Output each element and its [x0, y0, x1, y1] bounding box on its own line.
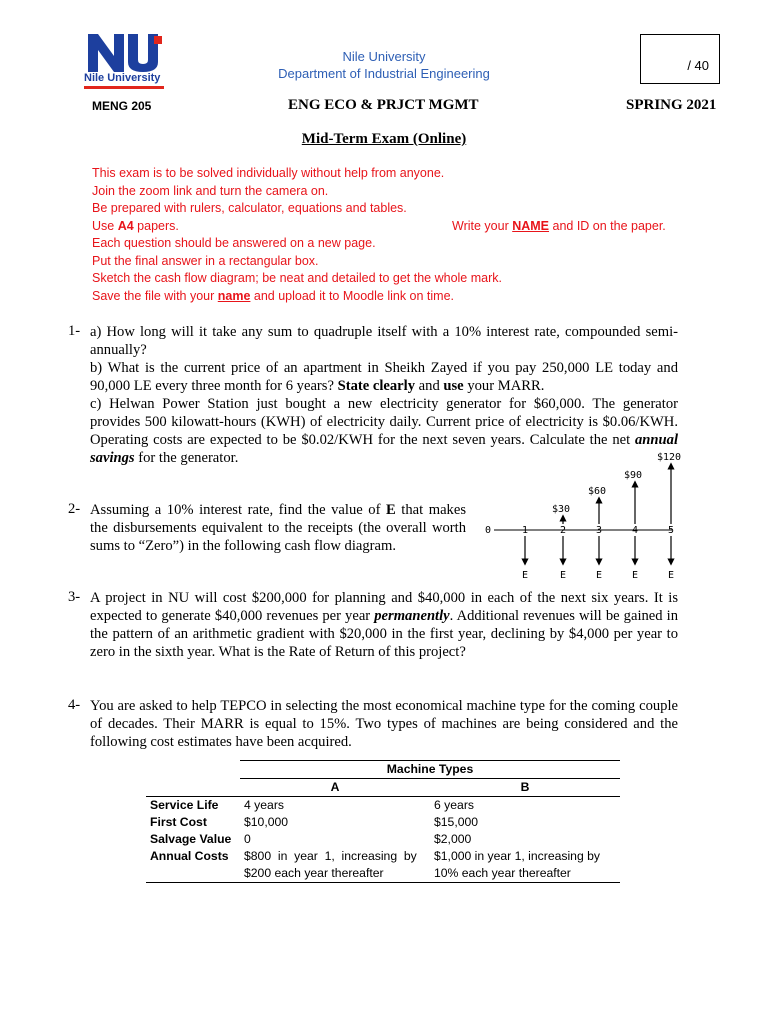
- receipt-label: $60: [587, 486, 607, 497]
- receipt-label: $30: [551, 504, 571, 515]
- question-number: 3-: [68, 589, 81, 605]
- cash-flow-diagram: [480, 452, 690, 585]
- logo-caption: Nile University: [84, 72, 161, 84]
- table-row: Service Life 4 years 6 years: [146, 797, 620, 815]
- column-header-a: A: [240, 779, 430, 797]
- exam-title: Mid-Term Exam (Online): [301, 131, 467, 147]
- table-row: Salvage Value 0 $2,000: [150, 832, 472, 846]
- period-label: 5: [667, 525, 675, 536]
- logo-underline: [84, 86, 164, 89]
- score-total: / 40: [687, 58, 709, 73]
- receipt-label: $90: [623, 470, 643, 481]
- receipt-label: $120: [656, 452, 682, 463]
- table-row: $200 each year thereafter 10% each year thereafter: [146, 865, 620, 883]
- question-2: Assuming a 10% interest rate, find the value of E that makes the disbursements equivalent to the receipts (the overall worth sums to “Zero”) in the following cash flow diagram.: [90, 502, 466, 554]
- disbursement-label: E: [559, 570, 567, 581]
- department-name: Department of Industrial Engineering: [278, 66, 490, 81]
- disbursement-label: E: [667, 570, 675, 581]
- disbursement-label: E: [631, 570, 639, 581]
- instruction-line: Each question should be answered on a new page.: [92, 236, 376, 250]
- period-label: 1: [521, 525, 529, 536]
- question-number: 4-: [68, 697, 81, 713]
- question-3: A project in NU will cost $200,000 for planning and $40,000 in each of the next six years. It is expected to generate $40,000 revenues per year permanently. Additional revenues will be gained in the pattern of an arithmetic gradient with $20,000 in the first year, declining by $4,000 per year to zero in the sixth year. What is the Rate of Return of this project?: [90, 590, 679, 660]
- instructions: [92, 165, 692, 305]
- table-group-header: Machine Types: [240, 761, 620, 779]
- question-4: You are asked to help TEPCO in selecting the most economical machine type for the coming couple of decades. Their MARR is equal to 15%. Two types of machines are being considered and the following cost estimates have been acquired.: [90, 698, 678, 750]
- question-1c: c) Helwan Power Station just bought a new electricity generator for $60,000. The generator provides 500 kilowatt-hours (KWH) of electricity daily. Current price of electricity is $0.06/KWH. Operating costs are expected to be $0.02/KWH for the next seven years. Calculate the net annual savings for the generator.: [90, 396, 678, 466]
- course-code: MENG 205: [92, 99, 152, 113]
- instruction-line: Be prepared with rulers, calculator, equations and tables.: [92, 201, 407, 215]
- table-row: Annual Costs $800 in year 1, increasing by $1,000 in year 1, increasing by: [150, 849, 600, 863]
- machine-cost-table: [146, 760, 620, 883]
- instruction-line: Put the final answer in a rectangular box.: [92, 253, 319, 268]
- table-row: First Cost $10,000 $15,000: [150, 815, 479, 829]
- question-number: 2-: [68, 501, 81, 517]
- period-label: 0: [484, 525, 492, 536]
- instruction-line: Sketch the cash flow diagram; be neat and detailed to get the whole mark.: [92, 271, 502, 285]
- instruction-line: This exam is to be solved individually without help from anyone.: [92, 166, 445, 180]
- instruction-line: Use A4 papers. Write your NAME and ID on the paper.: [92, 218, 692, 236]
- instruction-line: Join the zoom link and turn the camera on.: [92, 183, 329, 198]
- course-name: ENG ECO & PRJCT MGMT: [288, 97, 479, 113]
- write-name-note: Write your NAME and ID on the paper.: [452, 218, 666, 233]
- disbursement-label: E: [521, 570, 529, 581]
- score-box: [640, 34, 720, 84]
- period-label: 3: [595, 525, 603, 536]
- instruction-line: Save the file with your name and upload it to Moodle link on time.: [92, 288, 455, 303]
- question-1a: a) How long will it take any sum to quadruple itself with a 10% interest rate, compounded semi-annually?: [90, 324, 678, 358]
- exam-term: SPRING 2021: [626, 97, 717, 113]
- column-header-b: B: [430, 779, 620, 797]
- period-label: 2: [559, 525, 567, 536]
- question-1b: b) What is the current price of an apartment in Sheikh Zayed if you pay 250,000 LE today and 90,000 LE every three month for 6 years? State clearly and use your MARR.: [90, 360, 678, 394]
- disbursement-label: E: [595, 570, 603, 581]
- period-label: 4: [631, 525, 639, 536]
- question-number: 1-: [68, 323, 81, 339]
- question-1: [90, 323, 678, 467]
- university-name: Nile University: [342, 49, 426, 64]
